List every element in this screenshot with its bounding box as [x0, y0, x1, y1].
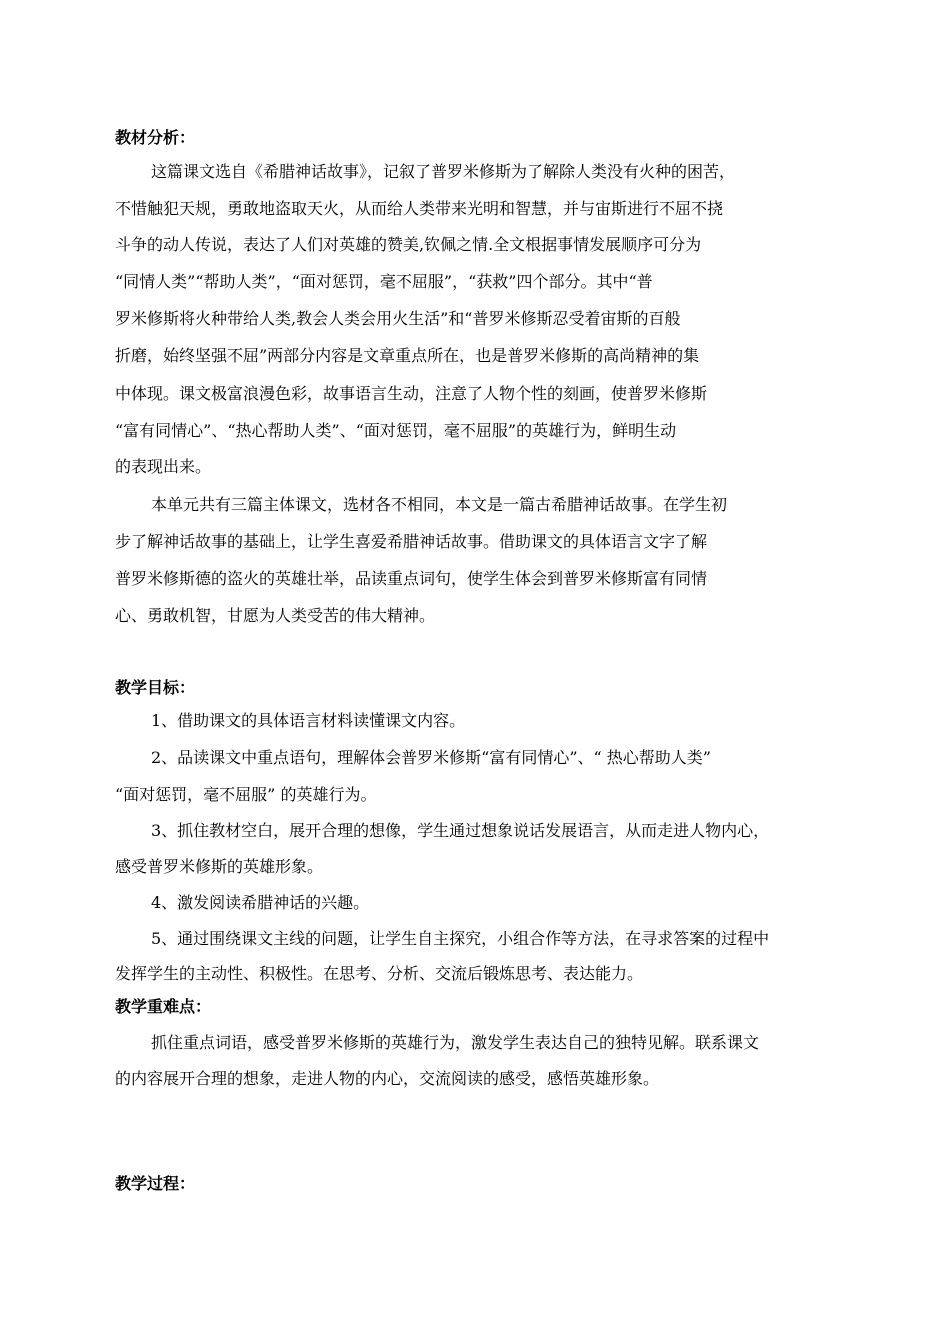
goal-line: 发挥学生的主动性、积极性。在思考、分析、交流后锻炼思考、表达能力。 — [115, 964, 644, 983]
analysis-line: 本单元共有三篇主体课文，选材各不相同，本文是一篇古希腊神话故事。在学生初 — [151, 495, 728, 514]
section-heading-keypoints: 教学重难点： — [115, 997, 212, 1016]
section-heading-analysis: 教材分析： — [115, 128, 196, 147]
analysis-line: 中体现。课文极富浪漫色彩，故事语言生动，注意了人物个性的刻画，使普罗米修斯 — [115, 384, 708, 403]
analysis-line: 罗米修斯将火种带给人类,教会人类会用火生活”和“普罗米修斯忍受着宙斯的百般 — [115, 309, 681, 328]
analysis-line: “同情人类”“帮助人类”，“面对惩罚，毫不屈服”，“获救”四个部分。其中“普 — [115, 272, 653, 291]
analysis-line: 这篇课文选自《希腊神话故事》，记叙了普罗米修斯为了解除人类没有火种的困苦， — [151, 162, 736, 181]
analysis-line: 步了解神话故事的基础上，让学生喜爱希腊神话故事。借助课文的具体语言文字了解 — [115, 532, 708, 551]
goal-line: 4、激发阅读希腊神话的兴趣。 — [151, 893, 370, 912]
goal-line: 2、品读课文中重点语句，理解体会普罗米修斯“富有同情心”、“ 热心帮助人类” — [151, 748, 711, 767]
section-heading-process: 教学过程： — [115, 1174, 196, 1193]
analysis-line: 折磨，始终坚强不屈”两部分内容是文章重点所在，也是普罗米修斯的高尚精神的集 — [115, 346, 700, 365]
analysis-line: 不惜触犯天规，勇敢地盗取天火，从而给人类带来光明和智慧，并与宙斯进行不屈不挠 — [115, 199, 724, 218]
section-heading-goals: 教学目标： — [115, 678, 196, 697]
goal-line: 5、通过围绕课文主线的问题，让学生自主探究，小组合作等方法，在寻求答案的过程中 — [151, 929, 770, 948]
analysis-line: 心、勇敢机智，甘愿为人类受苦的伟大精神。 — [115, 606, 436, 625]
goal-line: 3、抓住教材空白，展开合理的想像，学生通过想象说话发展语言，从而走进人物内心， — [151, 821, 770, 840]
goal-line: 感受普罗米修斯的英雄形象。 — [115, 857, 324, 876]
keypoint-line: 的内容展开合理的想象，走进人物的内心，交流阅读的感受，感悟英雄形象。 — [115, 1069, 660, 1088]
analysis-line: 斗争的动人传说，表达了人们对英雄的赞美,钦佩之情.全文根据事情发展顺序可分为 — [115, 235, 702, 254]
goal-line: 1、借助课文的具体语言材料读懂课文内容。 — [151, 711, 466, 730]
goal-line: “面对惩罚，毫不屈服” 的英雄行为。 — [115, 785, 377, 804]
keypoint-line: 抓住重点词语，感受普罗米修斯的英雄行为，激发学生表达自己的独特见解。联系课文 — [151, 1033, 760, 1052]
analysis-line: 普罗米修斯德的盗火的英雄壮举，品读重点词句，使学生体会到普罗米修斯富有同情 — [115, 569, 708, 588]
analysis-line: 的表现出来。 — [115, 457, 212, 476]
analysis-line: “富有同情心”、“热心帮助人类”、“面对惩罚，毫不屈服”的英雄行为，鲜明生动 — [115, 421, 677, 440]
